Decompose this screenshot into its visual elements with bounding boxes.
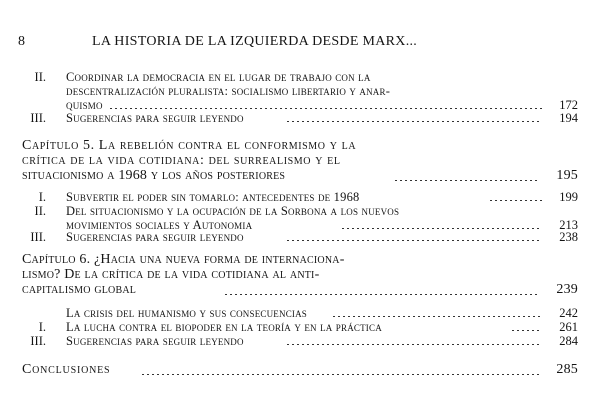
page-ref: 285 — [556, 362, 578, 377]
dot-leader — [395, 180, 540, 181]
section-title-line: Subvertir el poder sin tomarlo: antecedentes de 1968 — [66, 190, 360, 204]
section-number: III. — [30, 334, 46, 348]
dot-leader — [490, 200, 542, 201]
page-ref: 261 — [559, 320, 578, 334]
page-ref: 284 — [559, 334, 578, 348]
section-title-line: Coordinar la democracia en el lugar de trabajo con la — [66, 70, 371, 84]
section-number: II. — [34, 204, 46, 218]
section-title-line: quismo — [66, 98, 103, 112]
section-title-line: Sugerencias para seguir leyendo — [66, 230, 244, 244]
page-ref: 238 — [559, 230, 578, 244]
section-number: I. — [38, 190, 46, 204]
dot-leader — [110, 108, 542, 109]
dot-leader — [287, 240, 542, 241]
dot-leader — [512, 330, 540, 331]
chapter-title-line: lismo? De la crítica de la vida cotidiana al anti- — [22, 267, 320, 282]
page-number: 8 — [18, 34, 25, 49]
section-title-line: La lucha contra el biopoder en la teoría y en la práctica — [66, 320, 382, 334]
dot-leader — [225, 294, 540, 295]
section-title-line: Del situacionismo y la ocupación de la Sorbona a los nuevos — [66, 204, 400, 218]
dot-leader — [342, 228, 542, 229]
page-ref: 194 — [559, 111, 578, 125]
dot-leader — [142, 374, 540, 375]
section-title-line: movimientos sociales y Autonomia — [66, 218, 253, 232]
chapter-title-line: Capítulo 5. La rebelión contra el conformismo y la — [22, 138, 357, 153]
dot-leader — [287, 121, 542, 122]
dot-leader — [333, 316, 542, 317]
section-title-line: Sugerencias para seguir leyendo — [66, 111, 244, 125]
section-title-line: descentralización pluralista: socialismo libertario y anar- — [66, 84, 391, 98]
section-number: III. — [30, 111, 46, 125]
section-number: III. — [30, 230, 46, 244]
section-number: I. — [38, 320, 46, 334]
dot-leader — [287, 344, 542, 345]
page-header — [18, 34, 588, 54]
page-ref: 199 — [559, 190, 578, 204]
section-title-line: La crisis del humanismo y sus consecuencias — [66, 306, 308, 320]
page-ref: 172 — [559, 98, 578, 112]
conclusions-title: Conclusiones — [22, 362, 111, 377]
chapter-title-line: capitalismo global — [22, 282, 137, 297]
section-title-line: Sugerencias para seguir leyendo — [66, 334, 244, 348]
page-ref: 242 — [559, 306, 578, 320]
page-ref: 195 — [556, 168, 578, 183]
page-ref: 213 — [559, 218, 578, 232]
page-ref: 239 — [556, 282, 578, 297]
chapter-title-line: crítica de la vida cotidiana: del surrealismo y el — [22, 153, 341, 168]
running-title: LA HISTORIA DE LA IZQUIERDA DESDE MARX... — [92, 34, 418, 49]
chapter-title-line: situacionismo a 1968 y los años posteriores — [22, 168, 286, 183]
chapter-title-line: Capítulo 6. ¿Hacia una nueva forma de internaciona- — [22, 252, 345, 267]
section-number: II. — [34, 70, 46, 84]
